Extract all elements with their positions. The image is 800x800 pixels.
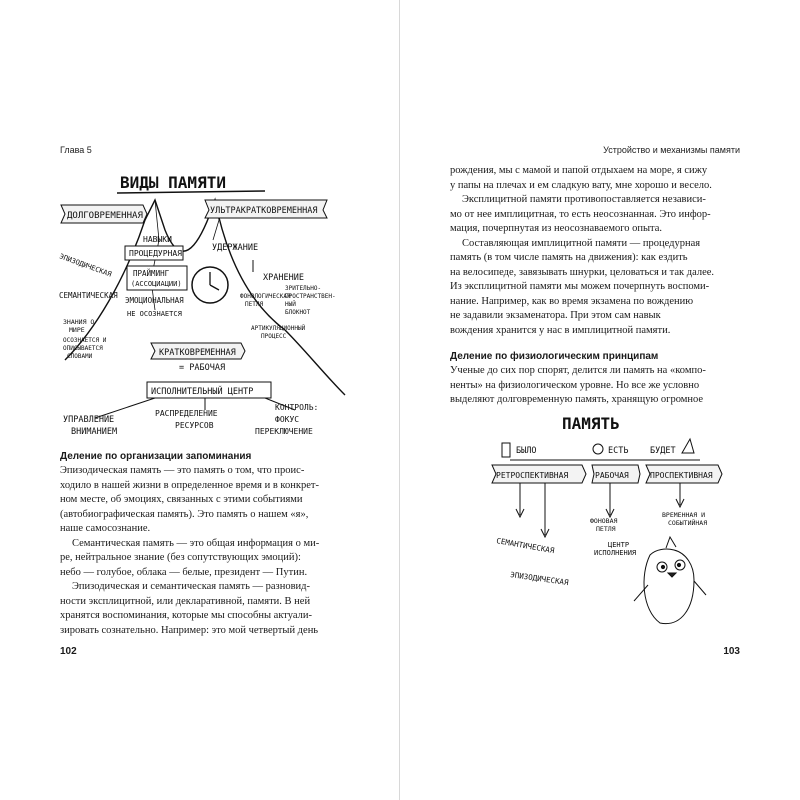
illus-procedural: ПРОЦЕДУРНАЯ — [129, 249, 182, 258]
lightbulb-icon — [593, 444, 603, 454]
illus-unconscious: НЕ ОСОЗНАЕТСЯ — [127, 310, 182, 318]
illus-conscious-2: ОПИСЫВАЕТСЯ — [63, 345, 103, 352]
text-line: Эпизодическая и семантическая память — разновид- — [72, 581, 310, 592]
text-line: выделяют долговременную память, хранящую огромное — [450, 394, 704, 405]
illus-artic-2: ПРОЦЕСС — [261, 333, 287, 340]
illus2-phono-1: ФОНОВАЯ — [590, 517, 618, 525]
text-line: ходило в нашей жизни в определенное время и в конкрет- — [60, 479, 319, 491]
page-number-right: 103 — [723, 646, 740, 657]
text-line: на велосипеде, завязывать шнурки, целоваться и так далее. — [450, 266, 715, 278]
illus-control-1: КОНТРОЛЬ: — [275, 403, 319, 412]
illus-episodic: ЭПИЗОДИЧЕСКАЯ — [58, 252, 113, 279]
running-head-right: Устройство и механизмы памяти — [603, 145, 740, 155]
running-head-left: Глава 5 — [60, 145, 92, 155]
section-heading-left: Деление по организации запоминания — [60, 451, 252, 462]
illus-visuo-4: БЛОКНОТ — [285, 309, 311, 316]
text-line: ности эксплицитной, или декларативной, памяти. В ней — [60, 595, 311, 607]
bird-character — [634, 537, 706, 624]
illus-emotional: ЭМОЦИОНАЛЬНАЯ — [125, 296, 184, 305]
illus2-prospective: ПРОСПЕКТИВНАЯ — [650, 471, 713, 480]
text-line: Эпизодическая память — это память о том, что проис- — [60, 465, 305, 476]
illus-ultra-short: УЛЬТРАКРАТКОВРЕМЕННАЯ — [210, 206, 318, 216]
body-text-left — [60, 464, 348, 638]
body-text-right-top — [450, 164, 740, 338]
hourglass-icon — [502, 443, 510, 457]
illus-conscious-1: ОСОЗНАЕТСЯ И — [63, 337, 107, 344]
text-line: наше самосознание. — [60, 523, 151, 534]
text-line: память (в том числе память на движения): как ездить — [450, 252, 688, 263]
text-line: Семантическая память — это общая информация о ми- — [72, 537, 320, 549]
text-line: ном месте, об эмоциях, связанных с этими событиями — [60, 494, 303, 505]
text-line: не задавили экзаменатора. При этом сам навык — [450, 310, 661, 321]
page-number-left: 102 — [60, 646, 77, 657]
illus-title: ВИДЫ ПАМЯТИ — [120, 173, 226, 192]
illus-semantic: СЕМАНТИЧЕСКАЯ — [59, 291, 118, 300]
illus2-will: БУДЕТ — [650, 446, 676, 456]
illus-conscious-3: СЛОВАМИ — [67, 353, 93, 360]
illus2-is: ЕСТЬ — [608, 446, 629, 456]
illus-artic-1: АРТИКУЛЯЦИОННЫЙ — [251, 325, 306, 332]
text-line: Составляющая имплицитной памяти — процедурная — [462, 237, 701, 249]
text-line: вождения хранится у нас в имплицитной памяти. — [450, 324, 671, 336]
illus-skills: НАВЫКИ — [143, 235, 172, 244]
illus2-episodic: ЭПИЗОДИЧЕСКАЯ — [509, 570, 570, 588]
text-line: Из эксплицитной памяти мы можем почерпнуть воспоми- — [450, 281, 710, 292]
illus2-working: РАБОЧАЯ — [595, 471, 629, 480]
memory-types-illustration — [55, 160, 355, 450]
illus-resources-1: РАСПРЕДЕЛЕНИЕ — [155, 409, 218, 418]
text-line: небо — голубое, облака — белые, президент — Путин. — [60, 566, 308, 578]
text-line: Эксплицитной памяти противопоставляется независи- — [462, 194, 706, 205]
illus2-title: ПАМЯТЬ — [562, 414, 620, 433]
rocket-icon — [682, 439, 694, 453]
text-line: нание. Например, как во время экзамена по вождению — [450, 295, 694, 307]
text-line: хранятся воспоминания, которые мы способны актуали- — [60, 610, 312, 621]
illus2-phono-2: ПЕТЛЯ — [596, 525, 616, 533]
illus-long-term: ДОЛГОВРЕМЕННАЯ — [67, 211, 143, 221]
text-line: (автобиографическая память). Это память о нашем «я», — [60, 508, 309, 520]
text-line: ненты» на физиологическом уровне. Но все же условно — [450, 379, 700, 391]
text-line: рождения, мы с мамой и папой отдыхаем на море, я сижу — [450, 165, 708, 176]
illus-control-3: ПЕРЕКЛЮЧЕНИЕ — [255, 427, 313, 436]
section-heading-right: Деление по физиологическим принципам — [450, 351, 659, 362]
illus-retention: УДЕРЖАНИЕ — [212, 243, 259, 253]
illus-priming: ПРАЙМИНГ — [133, 269, 170, 278]
illus-knowledge-2: МИРЕ — [69, 326, 85, 334]
illus2-time-1: ВРЕМЕННАЯ И — [662, 511, 706, 519]
illus-attention-2: ВНИМАНИЕМ — [71, 427, 118, 437]
illus-short-term: КРАТКОВРЕМЕННАЯ — [159, 348, 236, 358]
text-line: мация, почерпнутая из неосознаваемого опыта. — [450, 223, 663, 234]
text-line: зировать сознательно. Например: это мой четвертый день — [60, 624, 319, 636]
text-line: Ученые до сих пор спорят, делится ли память на «компо- — [450, 365, 706, 376]
memory-time-illustration — [490, 405, 740, 630]
illus2-center-2: ИСПОЛНЕНИЯ — [594, 549, 637, 557]
illus-visuo-3: НЫЙ — [285, 301, 296, 308]
illus-phono-2: ПЕТЛЯ — [245, 301, 264, 308]
text-line: мо от нее имплицитная, то есть неосознанная. Это инфор- — [450, 208, 711, 220]
illus-working: = РАБОЧАЯ — [179, 363, 226, 373]
illus-executive: ИСПОЛНИТЕЛЬНЫЙ ЦЕНТР — [151, 387, 254, 397]
illus-attention-1: УПРАВЛЕНИЕ — [63, 415, 115, 425]
body-text-right-bottom — [450, 364, 740, 408]
text-line: ре, нейтральное знание (без сопутствующих эмоций): — [60, 552, 301, 563]
illus-storage: ХРАНЕНИЕ — [263, 273, 304, 283]
right-page — [400, 0, 800, 800]
text-line: у папы на плечах и ем сладкую вату, мне хорошо и весело. — [450, 179, 712, 191]
illus2-time-2: СОБЫТИЙНАЯ — [668, 519, 708, 527]
illus2-was: БЫЛО — [516, 446, 537, 456]
illus-visuo-2: ПРОСТРАНСТВЕН- — [285, 293, 336, 300]
illus-phono-1: ФОНОЛОГИЧЕСКАЯ — [240, 293, 291, 300]
illus-associations: (АССОЦИАЦИИ) — [131, 280, 182, 288]
illus2-retrospective: РЕТРОСПЕКТИВНАЯ — [496, 471, 569, 480]
illus-knowledge-1: ЗНАНИЯ О — [63, 318, 95, 326]
illus2-center-1: ЦЕНТР — [608, 541, 630, 549]
illus2-semantic: СЕМАНТИЧЕСКАЯ — [495, 536, 556, 556]
illus-resources-2: РЕСУРСОВ — [175, 421, 214, 430]
illus-control-2: ФОКУС — [275, 415, 300, 424]
illus-visuo-1: ЗРИТЕЛЬНО- — [285, 285, 322, 292]
